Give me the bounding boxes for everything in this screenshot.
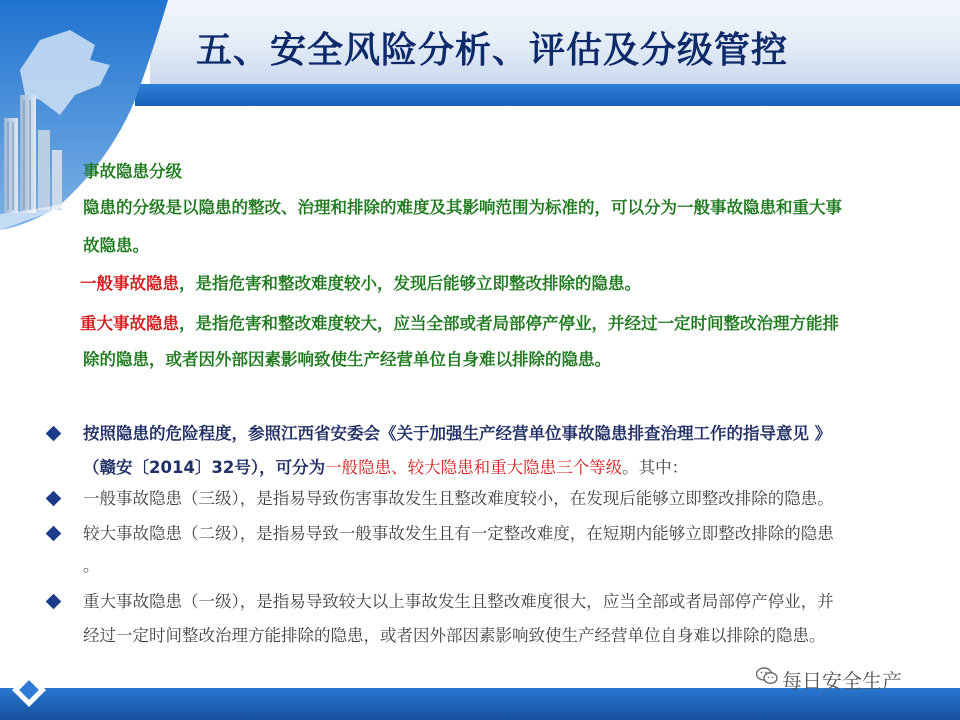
general-hazard-term: 一般事故隐患 [80,274,179,293]
major-hazard-paragraph [80,314,839,334]
level-two-text-2: 。 [83,556,100,575]
city-map-decoration [0,0,200,230]
level-three-text: 一般事故隐患（三级），是指易导致伤害事故发生且整改难度较小，在发现后能够立即整改排除的隐患。 [83,489,834,508]
classification-line-2 [83,458,688,478]
level-one-text-2: 经过一定时间整改治理方能排除的隐患，或者因外部因素影响致使生产经营单位自身难以排除的隐患。 [83,626,826,645]
bullet-diamond-icon [46,426,62,442]
bullet-diamond-icon [46,594,62,610]
definition-line-2: 故隐患。 [83,236,149,255]
bullet-diamond-icon [46,526,62,542]
general-hazard-paragraph [80,274,641,294]
major-hazard-desc-2: 除的隐患，或者因外部因素影响致使生产经营单位自身难以排除的隐患。 [83,350,611,369]
wechat-icon [756,667,778,685]
watermark-text: 每日安全生产 [782,669,902,693]
major-hazard-desc-1: ，是指危害和整改难度较大，应当全部或者局部停产停业，并经过一定时间整改治理方能排 [179,314,839,333]
classification-text-2: （赣安〔2014〕32号），可分为 [83,458,326,477]
major-hazard-term: 重大事故隐患 [80,314,179,333]
classification-levels: 一般隐患、较大隐患和重大隐患三个等级 [325,458,623,477]
level-one-text-1: 重大事故隐患（一级），是指易导致较大以上事故发生且整改难度很大，应当全部或者局部停产停业，并 [83,592,834,611]
page-title: 五、安全风险分析、评估及分级管控 [196,30,789,71]
general-hazard-desc: ，是指危害和整改难度较小，发现后能够立即整改排除的隐患。 [179,274,641,293]
bullet-diamond-icon [46,491,62,507]
section-heading: 事故隐患分级 [83,162,182,181]
header-accent-bar [135,84,960,106]
classification-tail: 。其中： [622,458,689,477]
definition-line-1: 隐患的分级是以隐患的整改、治理和排除的难度及其影响范围为标准的，可以分为一般事故隐患和重大事 [83,198,842,217]
classification-text-1: 按照隐患的危险程度，参照江西省安委会《关于加强生产经营单位事故隐患排查治理工作的指导意见 》 [83,424,832,443]
level-two-text-1: 较大事故隐患（二级），是指易导致一般事故发生且有一定整改难度，在短期内能够立即整改排除的隐患 [83,524,834,543]
classification-line-1 [83,424,831,444]
